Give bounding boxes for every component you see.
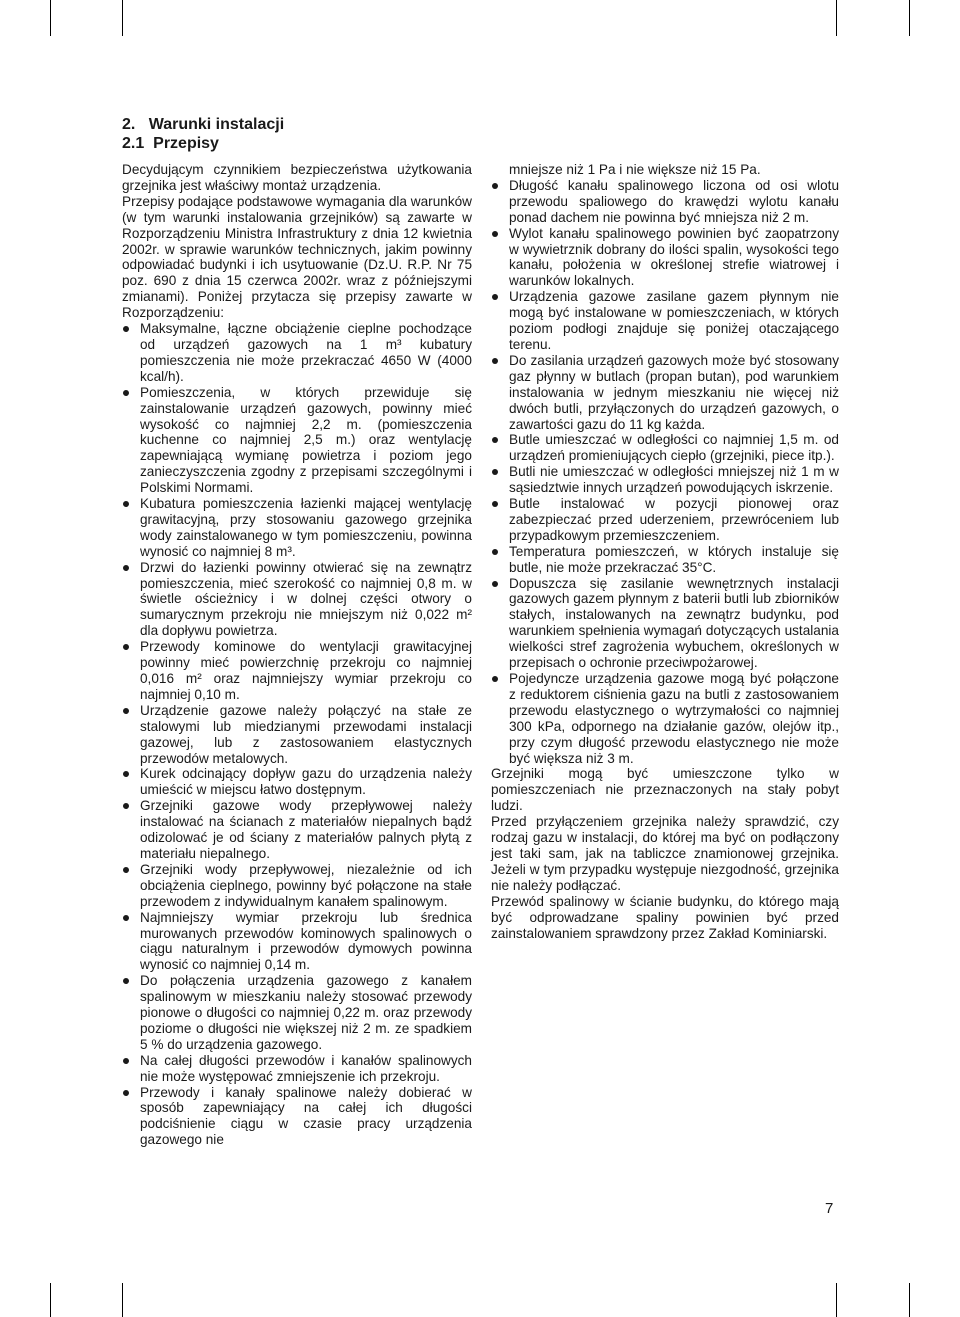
list-item: Pojedyncze urządzenia gazowe mogą być połączone z reduktorem ciśnienia gazu na butli z zastosowaniem przewodu elastycznego o wytrzymałości co najmniej 300 kPa, odpornego na działanie gazów, olejów itp., przy czym długość przewodu elastycznego nie może być większa niż 3 m. xyxy=(491,671,839,766)
closing-paragraph-1: Grzejniki mogą być umieszczone tylko w pomieszczeniach nie przeznaczonych na stały pobyt ludzi. xyxy=(491,766,839,814)
list-item: Grzejniki wody przepływowej, niezależnie od ich obciążenia cieplnego, powinny być połączone na stałe przewodem z indywidualnym kanałem spalinowym. xyxy=(122,862,472,910)
list-item: Na całej długości przewodów i kanałów spalinowych nie może występować zmniejszenie ich przekroju. xyxy=(122,1053,472,1085)
left-column xyxy=(122,162,472,1148)
crop-mark-top-right xyxy=(836,0,837,36)
list-item: Najmniejszy wymiar przekroju lub średnica murowanych przewodów kominowych spalinowych o ciągu naturalnym i przewodów dymowych powinna wynosić co najmniej 0,14 m. xyxy=(122,910,472,974)
list-item: Przewody kominowe do wentylacji grawitacyjnej powinny mieć powierzchnię przekroju co najmniej 0,016 m² oraz najmniejszy wymiar przekroju co najmniej 0,10 m. xyxy=(122,639,472,703)
subsection-heading xyxy=(122,134,219,154)
section-heading xyxy=(122,115,284,135)
page-number: 7 xyxy=(825,1200,834,1217)
subsection-number: 2.1 xyxy=(122,135,145,152)
list-item: Urządzenia gazowe zasilane gazem płynnym nie mogą być instalowane w pomieszczeniach, w których poziom podłogi znajduje się poniżej otaczającego terenu. xyxy=(491,289,839,353)
list-item: Drzwi do łazienki powinny otwierać się na zewnątrz pomieszczenia, mieć szerokość co najmniej 0,8 m. w świetle ościeżnicy i w dolnej części otwory o sumarycznym przekroju nie mniejszym niż 0,022 m² dla dopływu powietrza. xyxy=(122,560,472,640)
intro-paragraph-1: Decydującym czynnikiem bezpieczeństwa użytkowania grzejnika jest właściwy montaż urządzenia. xyxy=(122,162,472,193)
crop-mark-bottom-right-2 xyxy=(909,1283,910,1317)
list-item: Urządzenie gazowe należy połączyć na stałe ze stalowymi lub miedzianymi przewodami instalacji gazowej, lub z zastosowaniem elastycznych przewodów metalowych. xyxy=(122,703,472,767)
subsection-title: Przepisy xyxy=(153,135,219,152)
crop-mark-bottom-left-2 xyxy=(122,1283,123,1317)
list-item: Kubatura pomieszczenia łazienki mającej wentylację grawitacyjną, przy stosowaniu gazowego grzejnika wody zainstalowanego w tym pomieszczeniu, powinna wynosić co najmniej 8 m³. xyxy=(122,496,472,560)
list-item: Do połączenia urządzenia gazowego z kanałem spalinowym w mieszkaniu należy stosować przewody pionowe o długości co najmniej 0,22 m. oraz przewody poziome o długości nie większej niż 2 m. ze spadkiem 5 % do urządzenia gazowego. xyxy=(122,973,472,1053)
list-item: Butli nie umieszczać w odległości mniejszej niż 1 m w sąsiedztwie innych urządzeń powodujących iskrzenie. xyxy=(491,464,839,496)
list-item: Do zasilania urządzeń gazowych może być stosowany gaz płynny w butlach (propan butan), pod warunkiem instalowania w jednym mieszkaniu nie więcej niż dwóch butli, przyłączonych do urządzeń gazowych, o zawartości gazu do 11 kg każda. xyxy=(491,353,839,433)
list-item: Wylot kanału spalinowego powinien być zaopatrzony w wywietrznik dobrany do ilości spalin, wysokości tego kanału, położenia w określonej strefie wiatrowej i warunków lokalnych. xyxy=(491,226,839,290)
closing-paragraph-3: Przewód spalinowy w ścianie budynku, do którego mają być odprowadzane spaliny powinien być przed zainstalowaniem sprawdzony przez Zakład Kominiarski. xyxy=(491,893,839,941)
right-column xyxy=(491,162,839,941)
list-item: Grzejniki gazowe wody przepływowej należy instalować na ścianach z materiałów niepalnych bądź odizolować je od ściany z materiałów palnych płytą z materiału niepalnego. xyxy=(122,798,472,862)
list-item: Przewody i kanały spalinowe należy dobierać w sposób zapewniający na całej ich długości podciśnienie ciągu w czasie pracy urządzenia gazowego nie xyxy=(122,1085,472,1149)
intro-paragraph-2: Przepisy podające podstawowe wymagania dla warunków (w tym warunki instalowania grzejników) są zawarte w Rozporządzeniu Ministra Infrastruktury z dnia 12 kwietnia 2002r. w sprawie warunków technicznych, jakim powinny odpowiadać budynki i ich usytuowanie (Dz.U. R.P. Nr 75 poz. 690 z dnia 15 czerwca 2002r. wraz z późniejszymi zmianami). Poniżej przytacza się przepisy zawarte w Rozporządzeniu: xyxy=(122,193,472,321)
list-item: Pomieszczenia, w których przewiduje się zainstalowanie urządzeń gazowych, powinny mieć wysokość co najmniej 2,2 m. (pomieszczenia kuchenne co najmniej 2,5 m.) oraz wentylację zapewniającą wymianę powietrza i poziom jego zanieczyszczenia zgodny z przepisami szczególnymi i Polskimi Normami. xyxy=(122,385,472,496)
list-item: Długość kanału spalinowego liczona od osi wlotu przewodu spaliowego do krawędzi wylotu kanału ponad dachem nie powinna być mniejsza niż 2 m. xyxy=(491,178,839,226)
crop-mark-top-left xyxy=(50,0,51,36)
left-bullet-list xyxy=(122,321,472,1148)
list-item: Butle instalować w pozycji pionowej oraz zabezpieczać przed uderzeniem, przewróceniem lub przypadkowym przemieszczeniem. xyxy=(491,496,839,544)
crop-mark-top-right-2 xyxy=(909,0,910,36)
list-item: Dopuszcza się zasilanie wewnętrznych instalacji gazowych gazem płynnym z baterii butli lub zbiorników stałych, instalowanych na zewnątrz budynku, pod warunkiem spełnienia wymagań dotyczących ustalania wielkości stref zagrożenia wybuchem, określonych w przepisach o ochronie przeciwpożarowej. xyxy=(491,576,839,671)
crop-mark-bottom-left xyxy=(50,1283,51,1317)
list-item: Butle umieszczać w odległości co najmniej 1,5 m. od urządzeń promieniujących ciepło (grzejniki, piece itp.). xyxy=(491,432,839,464)
section-number: 2. xyxy=(122,116,136,133)
list-item: Kurek odcinający dopływ gazu do urządzenia należy umieścić w miejscu łatwo dostępnym. xyxy=(122,766,472,798)
crop-mark-top-left-2 xyxy=(122,0,123,36)
list-item-continuation: mniejsze niż 1 Pa i nie większe niż 15 Pa. xyxy=(509,162,761,177)
section-title: Warunki instalacji xyxy=(148,116,285,133)
list-item: Temperatura pomieszczeń, w których instaluje się butle, nie może przekraczać 35°C. xyxy=(491,544,839,576)
list-item: Maksymalne, łączne obciążenie cieplne pochodzące od urządzeń gazowych na 1 m³ kubatury pomieszczenia nie może przekraczać 4650 W (4000 kcal/h). xyxy=(122,321,472,385)
crop-mark-bottom-right xyxy=(836,1283,837,1317)
closing-paragraph-2: Przed przyłączeniem grzejnika należy sprawdzić, czy rodzaj gazu w instalacji, do której ma być on podłączony jest taki sam, jak na tabliczce znamionowej grzejnika. Jeżeli w tym przypadku występuje niezgodność, grzejnika nie należy podłączać. xyxy=(491,814,839,893)
right-bullet-list xyxy=(491,162,839,766)
